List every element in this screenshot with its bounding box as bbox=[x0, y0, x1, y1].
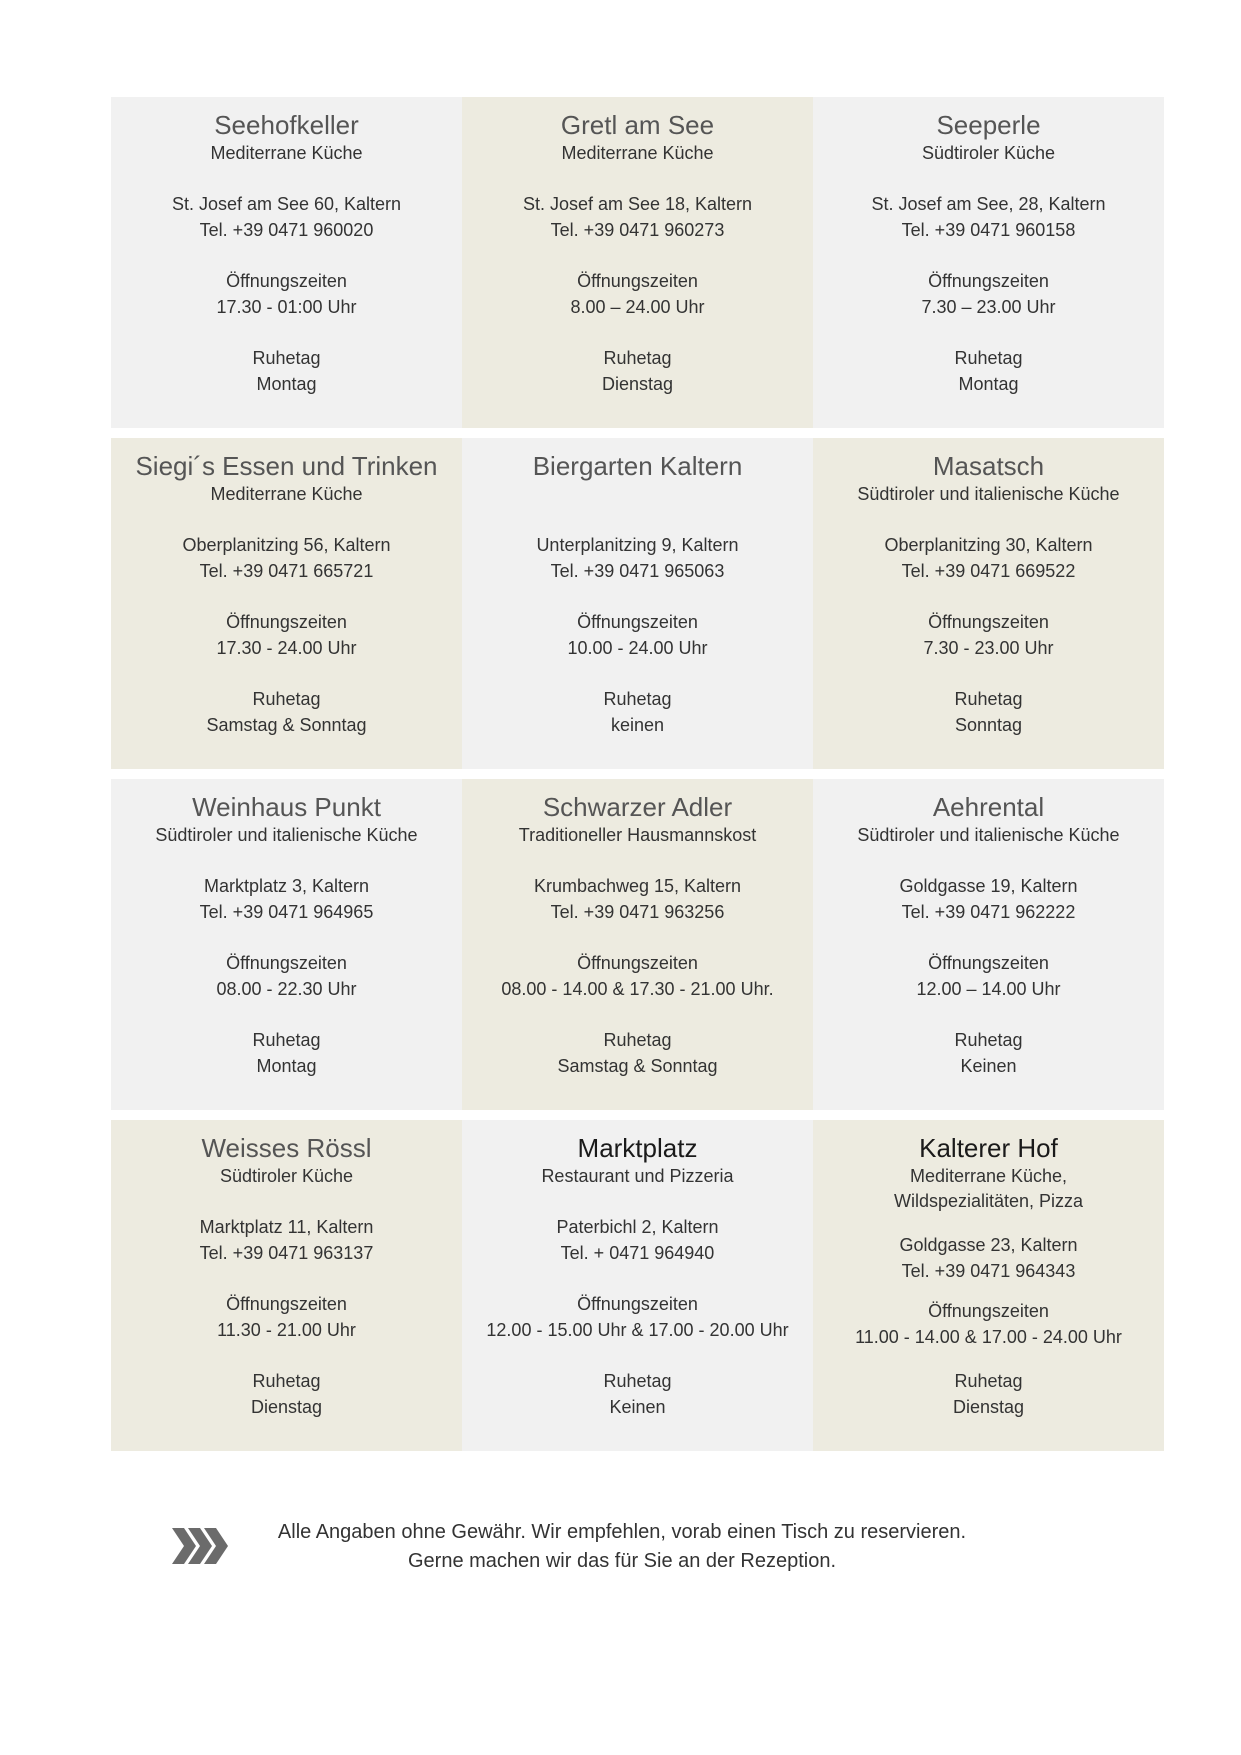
rest-day: Montag bbox=[256, 374, 317, 394]
restaurant-name: Schwarzer Adler bbox=[542, 792, 733, 822]
opening-hours: 08.00 - 14.00 & 17.30 - 21.00 Uhr. bbox=[501, 979, 774, 999]
restaurant-card bbox=[111, 1120, 462, 1451]
opening-hours: 12.00 – 14.00 Uhr bbox=[916, 979, 1061, 999]
hours-label: Öffnungszeiten bbox=[226, 271, 347, 291]
hours-label: Öffnungszeiten bbox=[928, 1301, 1049, 1321]
restaurant-address: Krumbachweg 15, Kaltern bbox=[533, 876, 742, 896]
restaurant-card bbox=[111, 97, 462, 428]
hours-label: Öffnungszeiten bbox=[577, 1294, 698, 1314]
rest-day: Montag bbox=[256, 1056, 317, 1076]
restaurant-phone: Tel. +39 0471 965063 bbox=[550, 561, 725, 581]
grid-row-1 bbox=[111, 97, 1164, 428]
rest-day-label: Ruhetag bbox=[954, 1030, 1023, 1050]
restaurant-name: Gretl am See bbox=[560, 110, 715, 140]
hours-label: Öffnungszeiten bbox=[577, 953, 698, 973]
rest-day: Montag bbox=[958, 374, 1019, 394]
restaurant-card bbox=[111, 779, 462, 1110]
restaurant-address: St. Josef am See 60, Kaltern bbox=[171, 194, 402, 214]
restaurant-cuisine: Traditioneller Hausmannskost bbox=[518, 825, 757, 845]
restaurant-phone: Tel. +39 0471 960273 bbox=[550, 220, 725, 240]
restaurant-phone: Tel. +39 0471 962222 bbox=[901, 902, 1076, 922]
rest-day-label: Ruhetag bbox=[252, 689, 321, 709]
rest-day-label: Ruhetag bbox=[954, 348, 1023, 368]
restaurant-address: Goldgasse 23, Kaltern bbox=[899, 1235, 1078, 1255]
opening-hours: 17.30 - 01:00 Uhr bbox=[216, 297, 357, 317]
restaurant-cuisine: Südtiroler Küche bbox=[921, 143, 1056, 163]
restaurant-card bbox=[462, 779, 813, 1110]
restaurant-name: Kalterer Hof bbox=[919, 1133, 1058, 1163]
grid-row-4 bbox=[111, 1120, 1164, 1451]
restaurant-cuisine: Südtiroler und italienische Küche bbox=[155, 825, 418, 845]
rest-day: Dienstag bbox=[601, 374, 674, 394]
restaurant-card bbox=[813, 97, 1164, 428]
restaurant-address: Oberplanitzing 30, Kaltern bbox=[884, 535, 1093, 555]
hours-label: Öffnungszeiten bbox=[928, 953, 1049, 973]
opening-hours: 8.00 – 24.00 Uhr bbox=[570, 297, 705, 317]
grid-row-3 bbox=[111, 779, 1164, 1110]
restaurant-card bbox=[111, 438, 462, 769]
rest-day-label: Ruhetag bbox=[252, 1371, 321, 1391]
restaurant-cuisine bbox=[462, 482, 813, 507]
restaurant-address: Goldgasse 19, Kaltern bbox=[899, 876, 1078, 896]
rest-day-label: Ruhetag bbox=[954, 1371, 1023, 1391]
disclaimer-text bbox=[242, 1518, 1002, 1576]
restaurant-cuisine: Südtiroler und italienische Küche bbox=[857, 825, 1120, 845]
restaurant-address: Paterbichl 2, Kaltern bbox=[556, 1217, 719, 1237]
rest-day-label: Ruhetag bbox=[603, 348, 672, 368]
restaurant-cuisine: Mediterrane Küche bbox=[561, 143, 714, 163]
restaurant-name: Biergarten Kaltern bbox=[532, 451, 743, 481]
restaurant-card bbox=[462, 1120, 813, 1451]
restaurant-card bbox=[462, 438, 813, 769]
restaurant-phone: Tel. +39 0471 964965 bbox=[199, 902, 374, 922]
restaurant-cuisine: Südtiroler Küche bbox=[219, 1166, 354, 1186]
opening-hours: 10.00 - 24.00 Uhr bbox=[567, 638, 708, 658]
restaurant-name: Weisses Rössl bbox=[201, 1133, 372, 1163]
restaurant-card bbox=[813, 1120, 1164, 1451]
restaurant-card bbox=[813, 438, 1164, 769]
opening-hours: 17.30 - 24.00 Uhr bbox=[216, 638, 357, 658]
restaurant-cuisine: Mediterrane Küche, Wildspezialitäten, Pizza bbox=[893, 1166, 1084, 1211]
restaurant-address: Marktplatz 11, Kaltern bbox=[199, 1217, 374, 1237]
restaurant-card bbox=[813, 779, 1164, 1110]
rest-day: keinen bbox=[610, 715, 665, 735]
restaurant-phone: Tel. +39 0471 963256 bbox=[550, 902, 725, 922]
disclaimer-line-2: Gerne machen wir das für Sie an der Rezeption. bbox=[408, 1550, 836, 1572]
restaurant-grid bbox=[111, 97, 1164, 1461]
restaurant-name: Siegi´s Essen und Trinken bbox=[135, 451, 438, 481]
rest-day: Samstag & Sonntag bbox=[557, 1056, 718, 1076]
hours-label: Öffnungszeiten bbox=[577, 612, 698, 632]
restaurant-name: Aehrental bbox=[932, 792, 1045, 822]
restaurant-phone: Tel. + 0471 964940 bbox=[560, 1243, 715, 1263]
rest-day: Keinen bbox=[960, 1056, 1017, 1076]
opening-hours: 7.30 – 23.00 Uhr bbox=[921, 297, 1056, 317]
restaurant-address: Unterplanitzing 9, Kaltern bbox=[536, 535, 739, 555]
restaurant-address: St. Josef am See 18, Kaltern bbox=[522, 194, 753, 214]
restaurant-phone: Tel. +39 0471 665721 bbox=[199, 561, 374, 581]
restaurant-name: Seeperle bbox=[936, 110, 1041, 140]
rest-day: Sonntag bbox=[954, 715, 1023, 735]
opening-hours: 08.00 - 22.30 Uhr bbox=[216, 979, 357, 999]
restaurant-name: Marktplatz bbox=[577, 1133, 698, 1163]
restaurant-phone: Tel. +39 0471 669522 bbox=[901, 561, 1076, 581]
restaurant-card bbox=[462, 97, 813, 428]
restaurant-phone: Tel. +39 0471 964343 bbox=[901, 1261, 1076, 1281]
restaurant-cuisine: Restaurant und Pizzeria bbox=[541, 1166, 734, 1186]
hours-label: Öffnungszeiten bbox=[928, 271, 1049, 291]
grid-row-2 bbox=[111, 438, 1164, 769]
rest-day-label: Ruhetag bbox=[603, 1030, 672, 1050]
rest-day-label: Ruhetag bbox=[954, 689, 1023, 709]
hours-label: Öffnungszeiten bbox=[226, 1294, 347, 1314]
restaurant-cuisine: Mediterrane Küche bbox=[210, 143, 363, 163]
restaurant-phone: Tel. +39 0471 960020 bbox=[199, 220, 374, 240]
restaurant-address: Oberplanitzing 56, Kaltern bbox=[182, 535, 391, 555]
rest-day-label: Ruhetag bbox=[252, 1030, 321, 1050]
hours-label: Öffnungszeiten bbox=[928, 612, 1049, 632]
disclaimer-line-1: Alle Angaben ohne Gewähr. Wir empfehlen, vorab einen Tisch zu reservieren. bbox=[277, 1521, 967, 1543]
restaurant-address: Marktplatz 3, Kaltern bbox=[203, 876, 370, 896]
opening-hours: 11.00 - 14.00 & 17.00 - 24.00 Uhr bbox=[855, 1327, 1122, 1347]
restaurant-cuisine: Südtiroler und italienische Küche bbox=[857, 484, 1120, 504]
restaurant-name: Masatsch bbox=[932, 451, 1045, 481]
hours-label: Öffnungszeiten bbox=[226, 953, 347, 973]
opening-hours: 7.30 - 23.00 Uhr bbox=[923, 638, 1054, 658]
restaurant-phone: Tel. +39 0471 960158 bbox=[901, 220, 1076, 240]
hours-label: Öffnungszeiten bbox=[577, 271, 698, 291]
rest-day-label: Ruhetag bbox=[252, 348, 321, 368]
restaurant-name: Seehofkeller bbox=[214, 110, 359, 140]
restaurant-name: Weinhaus Punkt bbox=[192, 792, 381, 822]
rest-day-label: Ruhetag bbox=[603, 689, 672, 709]
rest-day: Dienstag bbox=[952, 1397, 1025, 1417]
rest-day: Dienstag bbox=[250, 1397, 323, 1417]
triple-chevron-right-icon bbox=[170, 1526, 230, 1566]
hours-label: Öffnungszeiten bbox=[226, 612, 347, 632]
rest-day: Keinen bbox=[609, 1397, 666, 1417]
rest-day-label: Ruhetag bbox=[603, 1371, 672, 1391]
restaurant-phone: Tel. +39 0471 963137 bbox=[199, 1243, 374, 1263]
restaurant-address: St. Josef am See, 28, Kaltern bbox=[871, 194, 1106, 214]
opening-hours: 12.00 - 15.00 Uhr & 17.00 - 20.00 Uhr bbox=[486, 1320, 789, 1340]
restaurant-cuisine: Mediterrane Küche bbox=[210, 484, 363, 504]
opening-hours: 11.30 - 21.00 Uhr bbox=[217, 1320, 356, 1340]
rest-day: Samstag & Sonntag bbox=[206, 715, 367, 735]
